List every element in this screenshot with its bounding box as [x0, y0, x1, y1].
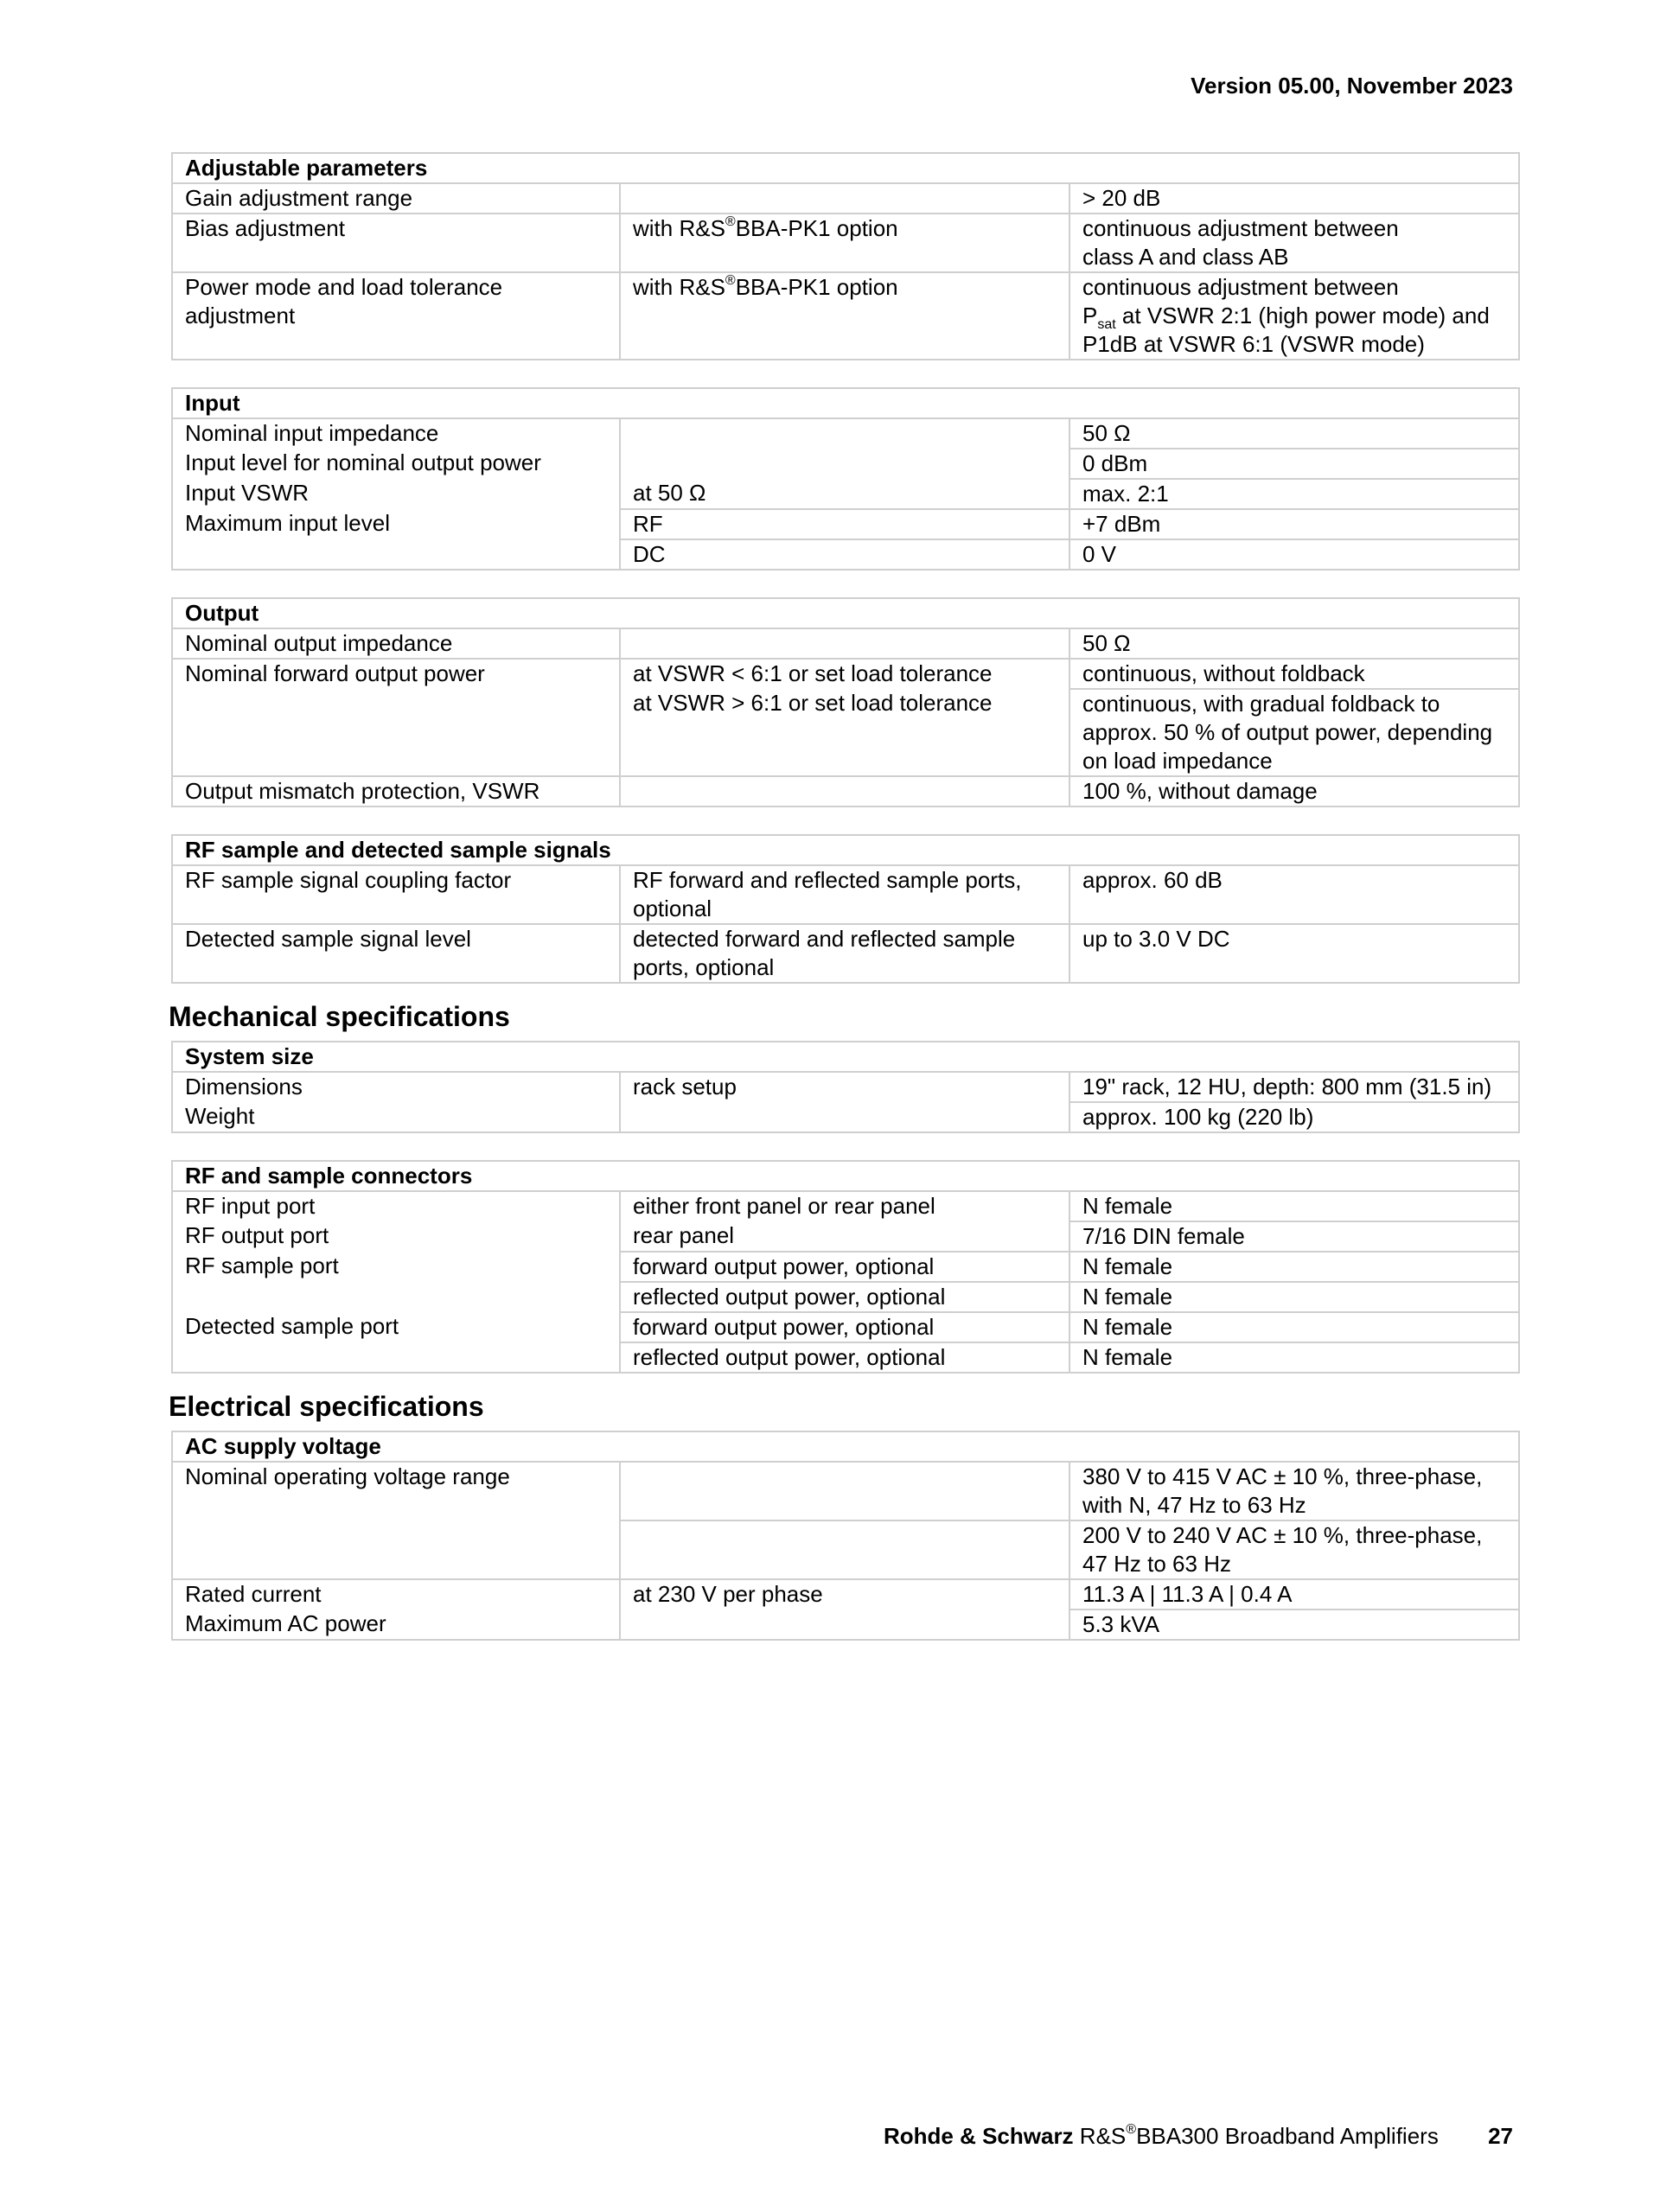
page-number: 27: [1488, 2123, 1513, 2149]
table-row: Input level for nominal output power 0 dBm: [172, 449, 1519, 479]
param-value: continuous adjustment between class A and class AB: [1069, 214, 1519, 272]
table-title: RF sample and detected sample signals: [172, 835, 1519, 865]
table-row: Output mismatch protection, VSWR 100 %, without damage: [172, 776, 1519, 806]
param-value: > 20 dB: [1069, 183, 1519, 214]
section-heading-mechanical: Mechanical specifications: [169, 1001, 510, 1032]
input-table: [171, 387, 1520, 571]
table-row: RF sample signal coupling factor RF forward and reflected sample ports, optional approx. 60 dB: [172, 865, 1519, 924]
param-value: continuous adjustment between $P_{sat}$ at VSWR 2:1 (high power mode) and P1dB at VSWR 6:1 (VSWR mode): [1069, 272, 1519, 360]
table-row: at VSWR > 6:1 or set load tolerance continuous, with gradual foldback to approx. 50 % of output power, depending on load impedance: [172, 689, 1519, 776]
table-row: Maximum AC power 5.3 kVA: [172, 1610, 1519, 1640]
table-row: reflected output power, optional N female: [172, 1342, 1519, 1373]
table-row: [172, 214, 1519, 272]
ac-supply-table: [171, 1431, 1520, 1641]
table-row: [172, 183, 1519, 214]
table-title: System size: [172, 1042, 1519, 1072]
table-row: Maximum input level RF +7 dBm: [172, 509, 1519, 539]
table-title: AC supply voltage: [172, 1431, 1519, 1462]
table-row: DC 0 V: [172, 539, 1519, 570]
section-heading-electrical: Electrical specifications: [169, 1391, 484, 1422]
param-name: Power mode and load tolerance adjustment: [172, 272, 620, 360]
table-row: Dimensions rack setup 19" rack, 12 HU, depth: 800 mm (31.5 in): [172, 1072, 1519, 1102]
param-condition: with R&S®BBA-PK1 option: [620, 214, 1069, 272]
output-table: [171, 597, 1520, 807]
param-condition: with R&S®BBA-PK1 option: [620, 272, 1069, 360]
param-condition: [620, 183, 1069, 214]
version-label: Version 05.00, November 2023: [1191, 73, 1513, 99]
spec-content: [171, 152, 1518, 1641]
table-title: Adjustable parameters: [172, 153, 1519, 183]
table-title: RF and sample connectors: [172, 1161, 1519, 1191]
table-row: Nominal output impedance 50 Ω: [172, 628, 1519, 659]
table-row: Detected sample signal level detected forward and reflected sample ports, optional up to 3.0 V DC: [172, 924, 1519, 983]
table-row: Nominal input impedance 50 Ω: [172, 418, 1519, 449]
table-row: [172, 272, 1519, 360]
footer-brand: Rohde & Schwarz: [883, 2123, 1074, 2149]
rf-sample-table: [171, 834, 1520, 984]
system-size-table: [171, 1041, 1520, 1133]
param-name: Gain adjustment range: [172, 183, 620, 214]
table-row: 200 V to 240 V AC ± 10 %, three-phase, 47 Hz to 63 Hz: [172, 1520, 1519, 1579]
param-name: Bias adjustment: [172, 214, 620, 272]
table-row: Weight approx. 100 kg (220 lb): [172, 1102, 1519, 1132]
table-row: RF output port rear panel 7/16 DIN female: [172, 1221, 1519, 1252]
footer-product: R&S®BBA300 Broadband Amplifiers: [1079, 2122, 1439, 2149]
table-row: Nominal operating voltage range 380 V to 415 V AC ± 10 %, three-phase, with N, 47 Hz to 63 Hz: [172, 1462, 1519, 1520]
table-row: reflected output power, optional N female: [172, 1282, 1519, 1312]
table-title: Output: [172, 598, 1519, 628]
table-row: Detected sample port forward output power, optional N female: [172, 1312, 1519, 1342]
table-row: Rated current at 230 V per phase 11.3 A | 11.3 A | 0.4 A: [172, 1579, 1519, 1610]
page-footer: [884, 2123, 1513, 2150]
table-row: RF input port either front panel or rear panel N female: [172, 1191, 1519, 1221]
table-row: Nominal forward output power at VSWR < 6:1 or set load tolerance continuous, without foldback: [172, 659, 1519, 689]
table-row: RF sample port forward output power, optional N female: [172, 1252, 1519, 1282]
table-title: Input: [172, 388, 1519, 418]
table-row: Input VSWR at 50 Ω max. 2:1: [172, 479, 1519, 509]
connectors-table: [171, 1160, 1520, 1374]
adjustable-parameters-table: [171, 152, 1520, 360]
